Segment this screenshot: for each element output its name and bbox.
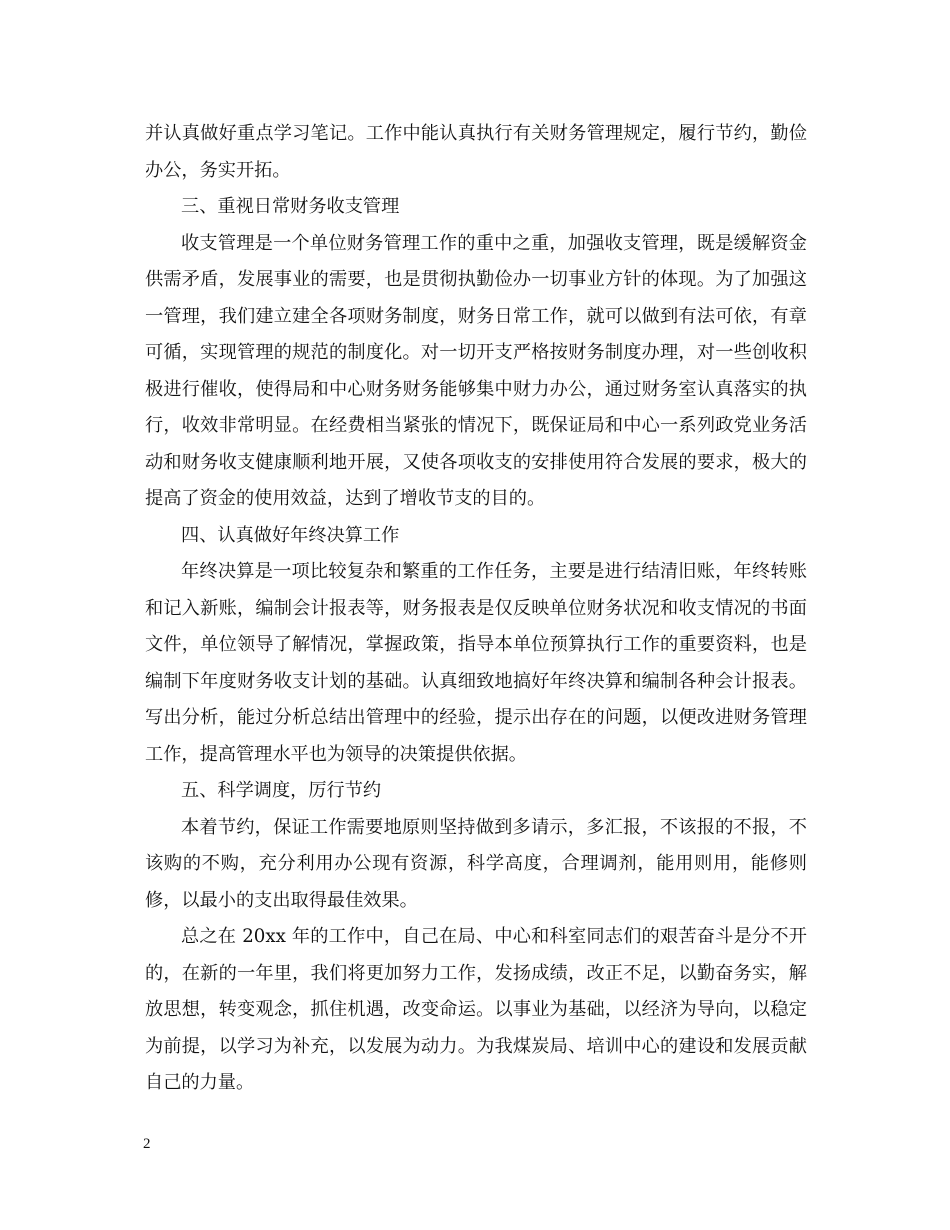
paragraph-conclusion: 总之在 20xx 年的工作中，自己在局、中心和科室同志们的艰苦奋斗是分不开的，在新的一年里，我们将更加努力工作，发扬成绩，改正不足，以勤奋务实，解放思想，转变观念，抓住机遇，改变命运。以事业为基础，以经济为导向，以稳定为前提，以学习为补充，以发展为动力。为我煤炭局、培训中心的建设和发展贡献自己的力量。 [145, 926, 807, 1093]
paragraph-body-3: 收支管理是一个单位财务管理工作的重中之重，加强收支管理，既是缓解资金供需矛盾，发展事业的需要，也是贯彻执勤俭办一切事业方针的体现。为了加强这一管理，我们建立建全各项财务制度，财务日常工作，就可以做到有法可依，有章可循，实现管理的规范的制度化。对一切开支严格按财务制度办理，对一些创收积极进行催收，使得局和中心财务财务能够集中财力办公，通过财务室认真落实的执行，收效非常明显。在经费相当紧张的情况下，既保证局和中心一系列政党业务活动和财务收支健康顺利地开展，又使各项收支的安排使用符合发展的要求，极大的提高了资金的使用效益，达到了增收节支的目的。 [145, 232, 807, 509]
paragraph-body-5: 本着节约，保证工作需要地原则坚持做到多请示，多汇报，不该报的不报，不该购的不购，充分利用办公现有资源，科学高度，合理调剂，能用则用，能修则修，以最小的支出取得最佳效果。 [145, 816, 807, 911]
section-heading-4: 四、认真做好年终决算工作 [181, 524, 400, 546]
paragraph-body-4: 年终决算是一项比较复杂和繁重的工作任务，主要是进行结清旧账，年终转账和记入新账，编制会计报表等，财务报表是仅反映单位财务状况和收支情况的书面文件，单位领导了解情况，掌握政策，指导本单位预算执行工作的重要资料，也是编制下年度财务收支计划的基础。认真细致地搞好年终决算和编制各种会计报表。写出分析，能过分析总结出管理中的经验，提示出存在的问题，以便改进财务管理工作，提高管理水平也为领导的决策提供依据。 [145, 561, 807, 765]
page-number: 2 [143, 1136, 151, 1152]
paragraph-continuation: 并认真做好重点学习笔记。工作中能认真执行有关财务管理规定，履行节约，勤俭办公，务实开拓。 [145, 123, 807, 181]
section-heading-5: 五、科学调度，厉行节约 [181, 780, 382, 801]
section-heading-3: 三、重视日常财务收支管理 [181, 196, 400, 217]
document-body [145, 116, 807, 1102]
